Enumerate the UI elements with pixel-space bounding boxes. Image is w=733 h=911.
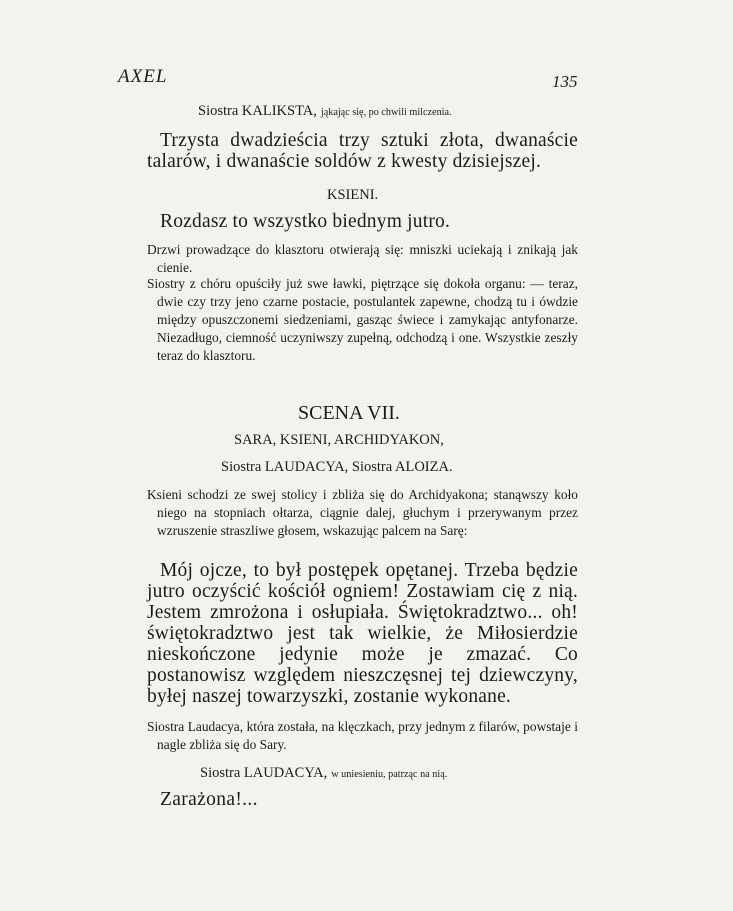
speech-ksieni (147, 211, 578, 232)
speech-ksieni-long (147, 560, 578, 707)
speaker-name: Siostra KALIKSTA, (198, 103, 317, 119)
speech-text: Rozdasz to wszystko biednym jutro. (160, 211, 451, 232)
speech-text: Trzysta dwadzieścia trzy sztuki złota, dwanaście talarów, i dwanaście soldów z kwesty dzisiejszej. (147, 130, 578, 172)
stage-direction-choir (147, 275, 578, 365)
scene-characters-line2: Siostra LAUDACYA, Siostra ALOIZA. (221, 459, 453, 475)
stage-text: Siostry z chóru opuściły już swe ławki, piętrzące się dokoła organu: — teraz, dwie czy trzy jeno czarne postacie, postulantek zapewne, chodzą tu i ówdzie między opuszczonemi siedzeniami, gasząc świece i zamykając antyfonarze. Niezadługo, ciemność uczyniwszy zupełną, odchodzą i one. Wszystkie zeszły teraz do klasztoru. (147, 276, 578, 363)
stage-text: Siostra Laudacya, która została, na klęczkach, przy jednym z filarów, powstaje i nagle zbliża się do Sary. (147, 719, 578, 752)
stage-direction-doors (147, 241, 578, 277)
speaker-name: Siostra LAUDACYA, (200, 765, 328, 781)
running-title: AXEL (118, 66, 168, 87)
speech-text: Mój ojcze, to był postępek opętanej. Trzeba będzie jutro oczyścić kościół ogniem! Zostawiam cię z nią. Jestem zmrożona i osłupiała. Świętokradztwo... oh! świętokradztwo jest tak wielkie, że Miłosierdzie nieskończone jedynie może je zmazać. Co postanowisz względem nieszczęsnej tej dziewczyny, byłej naszej towarzyszki, zostanie wykonane. (147, 560, 578, 707)
scene-title: SCENA VII. (298, 402, 400, 424)
stage-direction-laudacya (147, 718, 578, 754)
speaker-laudacya (200, 764, 447, 782)
speaker-direction: jąkając się, po chwili milczenia. (320, 107, 452, 118)
stage-text: Ksieni schodzi ze swej stolicy i zbliża się do Archidyakona; stanąwszy koło niego na stopniach ołtarza, ciągnie dalej, głuchym i przerywanym przez wzruszenie straszliwe głosem, wskazując palcem na Sarę: (147, 487, 578, 538)
page-number: 135 (552, 72, 578, 91)
scene-characters-line1: SARA, KSIENI, ARCHIDYAKON, (234, 432, 444, 448)
speech-laudacya: Zarażona!... (160, 789, 258, 810)
speaker-direction: w uniesieniu, patrząc na nią. (331, 769, 448, 780)
stage-direction-ksieni (147, 486, 578, 540)
stage-text: Drzwi prowadzące do klasztoru otwierają się: mniszki uciekają i znikają jak cienie. (147, 242, 578, 275)
speaker-ksieni: KSIENI. (327, 187, 379, 203)
speech-kaliksta (147, 130, 578, 172)
speaker-kaliksta (198, 102, 452, 120)
